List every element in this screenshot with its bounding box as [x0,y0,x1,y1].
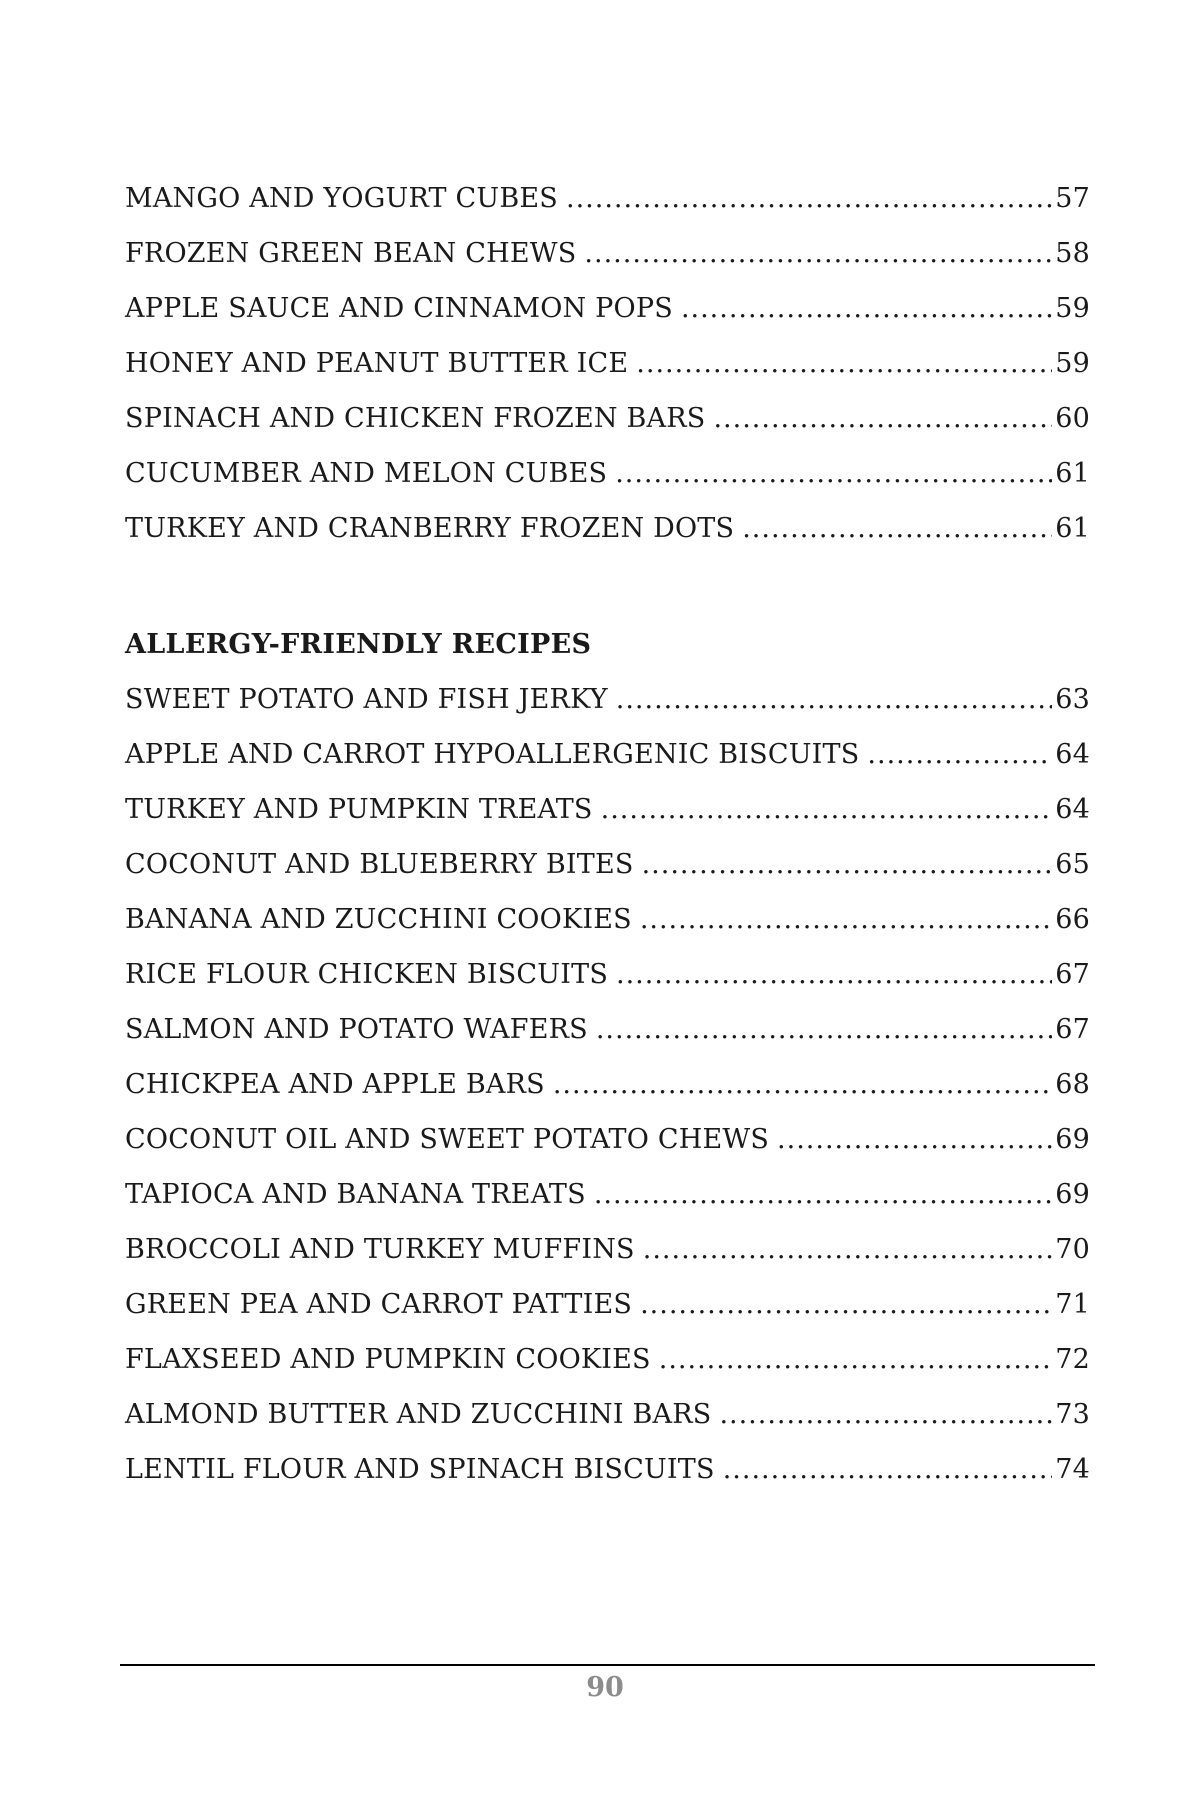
toc-entry [125,1277,1090,1332]
entry-page-number: 74 [1055,1454,1090,1485]
entry-page-number: 73 [1055,1399,1090,1430]
toc-entry [125,336,1090,391]
toc-entry [125,892,1090,947]
entry-page-number: 60 [1055,403,1090,434]
entry-title: TURKEY AND PUMPKIN TREATS [125,794,593,825]
toc-entry [125,1332,1090,1387]
section-heading: ALLERGY-FRIENDLY RECIPES [125,629,592,660]
toc-list-frozen-treats [125,171,1090,556]
entry-title: TURKEY AND CRANBERRY FROZEN DOTS [125,513,735,544]
entry-title: APPLE AND CARROT HYPOALLERGENIC BISCUITS [125,739,860,770]
entry-title: COCONUT AND BLUEBERRY BITES [125,849,634,880]
entry-page-number: 66 [1055,904,1090,935]
entry-title: TAPIOCA AND BANANA TREATS [125,1179,586,1210]
entry-title: COCONUT OIL AND SWEET POTATO CHEWS [125,1124,770,1155]
toc-entry [125,1002,1090,1057]
toc-entry [125,1442,1090,1497]
entry-page-number: 65 [1055,849,1090,880]
dot-leader [659,1332,1052,1387]
entry-title: SALMON AND POTATO WAFERS [125,1014,588,1045]
entry-page-number: 59 [1055,293,1090,324]
dot-leader [616,947,1052,1002]
entry-title: HONEY AND PEANUT BUTTER ICE [125,348,629,379]
entry-page-number: 61 [1055,458,1090,489]
toc-entry [125,1387,1090,1442]
entry-title: SWEET POTATO AND FISH JERKY [125,684,608,715]
entry-page-number: 58 [1055,238,1090,269]
entry-title: BANANA AND ZUCCHINI COOKIES [125,904,632,935]
dot-leader [723,1442,1053,1497]
dot-leader [642,837,1053,892]
dot-leader [601,782,1053,837]
entry-page-number: 57 [1055,183,1090,214]
entry-page-number: 63 [1055,684,1090,715]
toc-entry [125,281,1090,336]
dot-leader [643,1222,1053,1277]
toc-entry [125,727,1090,782]
dot-leader [584,226,1052,281]
entry-title: RICE FLOUR CHICKEN BISCUITS [125,959,609,990]
dot-leader [636,336,1052,391]
entry-page-number: 61 [1055,513,1090,544]
entry-page-number: 71 [1055,1289,1090,1320]
dot-leader [596,1002,1052,1057]
toc-list-allergy-friendly [125,672,1090,1497]
dot-leader [594,1167,1052,1222]
entry-title: LENTIL FLOUR AND SPINACH BISCUITS [125,1454,715,1485]
footer-divider [120,1664,1095,1666]
entry-page-number: 64 [1055,739,1090,770]
entry-title: CUCUMBER AND MELON CUBES [125,458,608,489]
entry-title: CHICKPEA AND APPLE BARS [125,1069,545,1100]
entry-title: SPINACH AND CHICKEN FROZEN BARS [125,403,706,434]
toc-entry [125,947,1090,1002]
entry-title: GREEN PEA AND CARROT PATTIES [125,1289,633,1320]
dot-leader [616,672,1052,727]
entry-page-number: 69 [1055,1179,1090,1210]
dot-leader [640,892,1052,947]
dot-leader [566,171,1052,226]
entry-page-number: 70 [1055,1234,1090,1265]
dot-leader [742,501,1052,556]
toc-entry [125,171,1090,226]
dot-leader [615,446,1052,501]
entry-page-number: 67 [1055,959,1090,990]
dot-leader [867,727,1052,782]
dot-leader [681,281,1052,336]
dot-leader [777,1112,1052,1167]
entry-page-number: 59 [1055,348,1090,379]
entry-title: APPLE SAUCE AND CINNAMON POPS [125,293,673,324]
entry-title: ALMOND BUTTER AND ZUCCHINI BARS [125,1399,712,1430]
toc-entry [125,782,1090,837]
dot-leader [640,1277,1052,1332]
toc-entry [125,501,1090,556]
dot-leader [553,1057,1052,1112]
entry-page-number: 69 [1055,1124,1090,1155]
toc-entry [125,837,1090,892]
entry-page-number: 68 [1055,1069,1090,1100]
toc-entry [125,1112,1090,1167]
entry-page-number: 67 [1055,1014,1090,1045]
entry-title: BROCCOLI AND TURKEY MUFFINS [125,1234,635,1265]
toc-entry [125,1222,1090,1277]
entry-title: MANGO AND YOGURT CUBES [125,183,558,214]
entry-page-number: 64 [1055,794,1090,825]
toc-entry [125,391,1090,446]
toc-entry [125,226,1090,281]
toc-entry [125,1057,1090,1112]
toc-entry [125,446,1090,501]
toc-entry [125,672,1090,727]
toc-entry [125,1167,1090,1222]
dot-leader [719,1387,1052,1442]
page-number: 90 [586,1672,624,1703]
dot-leader [713,391,1052,446]
entry-title: FLAXSEED AND PUMPKIN COOKIES [125,1344,651,1375]
entry-title: FROZEN GREEN BEAN CHEWS [125,238,577,269]
entry-page-number: 72 [1055,1344,1090,1375]
